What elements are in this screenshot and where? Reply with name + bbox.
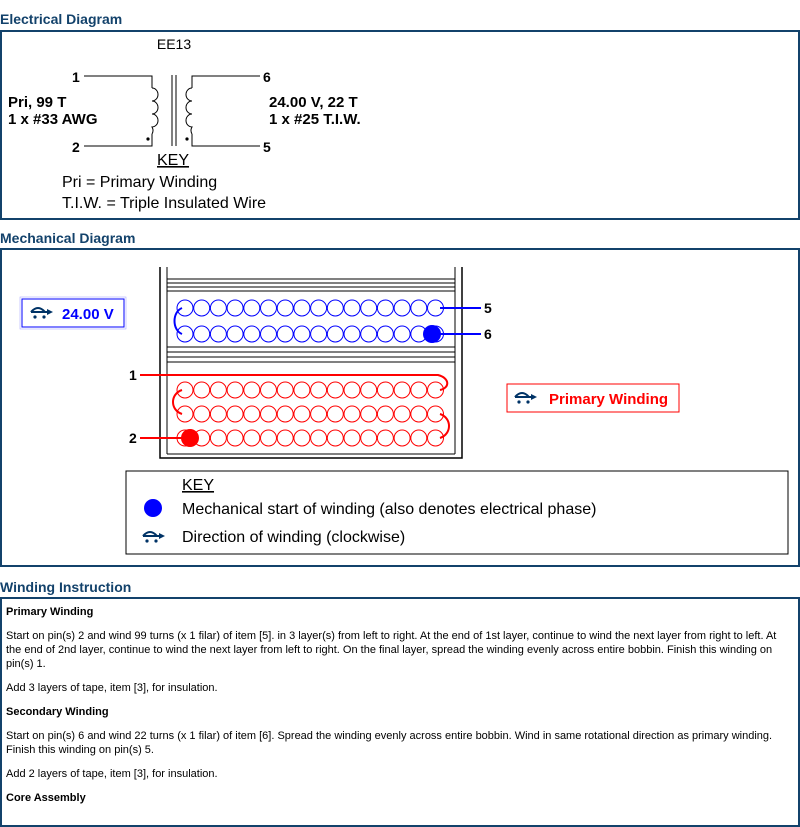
secondary-winding-turns	[177, 300, 444, 342]
mech-pin5-label: 5	[484, 300, 492, 316]
secondary-bottom-lead	[192, 134, 260, 146]
winding-turn	[194, 300, 210, 316]
winding-turn	[210, 406, 226, 422]
mechanical-section-title: Mechanical Diagram	[0, 230, 136, 246]
mech-pin2-label: 2	[129, 430, 137, 446]
elec-pin5-label: 5	[263, 139, 271, 155]
winding-turn	[344, 382, 360, 398]
start-dot-icon	[144, 499, 162, 517]
winding-turn	[244, 326, 260, 342]
electrical-key-title: KEY	[157, 152, 190, 169]
winding-turn	[294, 430, 310, 446]
secondary-callout	[20, 297, 126, 329]
tape-instruction-2: Add 2 layers of tape, item [3], for insulation.	[6, 768, 218, 780]
winding-turn	[261, 382, 277, 398]
winding-turn	[177, 326, 193, 342]
electrical-key-line1: Pri = Primary Winding	[62, 174, 218, 191]
winding-turn	[210, 300, 226, 316]
winding-turn	[361, 326, 377, 342]
winding-turn	[311, 326, 327, 342]
winding-turn	[377, 326, 393, 342]
secondary-coil	[186, 88, 192, 134]
winding-turn	[261, 300, 277, 316]
primary-turns-label: Pri, 99 T	[8, 94, 67, 111]
winding-turn	[210, 382, 226, 398]
winding-turn	[210, 430, 226, 446]
primary-top-lead	[84, 76, 152, 88]
primary-phase-dot	[146, 137, 149, 140]
primary-winding-turns	[177, 382, 444, 446]
tape-instruction-1: Add 3 layers of tape, item [3], for insulation.	[6, 682, 218, 694]
winding-turn	[394, 406, 410, 422]
primary-bottom-lead	[84, 134, 152, 146]
elec-pin1-label: 1	[72, 69, 80, 85]
winding-turn	[294, 382, 310, 398]
winding-turn	[311, 382, 327, 398]
primary-coil	[152, 88, 158, 134]
winding-turn	[194, 406, 210, 422]
winding-turn	[261, 430, 277, 446]
primary-winding-text: Start on pin(s) 2 and wind 99 turns (x 1 filar) of item [5]. in 3 layer(s) from left to right. At the end of 1st layer, continue to wind the next layer from right to left. At the end of 2nd layer, continue to wind the next layer from left to right. On the final layer, spread the winding evenly across entire bobbin. Finish this winding on pin(s) 1.	[6, 630, 777, 670]
winding-turn	[227, 382, 243, 398]
winding-turn	[361, 300, 377, 316]
key-direction-text: Direction of winding (clockwise)	[182, 529, 406, 546]
winding-turn	[377, 430, 393, 446]
winding-turn	[411, 406, 427, 422]
key-start-text: Mechanical start of winding (also denotes electrical phase)	[182, 501, 597, 518]
secondary-voltage-label: 24.00 V, 22 T	[269, 94, 358, 111]
winding-turn	[361, 430, 377, 446]
secondary-wire-label: 1 x #25 T.I.W.	[269, 111, 361, 128]
winding-turn	[411, 382, 427, 398]
secondary-winding-text: Start on pin(s) 6 and wind 22 turns (x 1 filar) of item [6]. Spread the winding evenly across entire bobbin. Wind in same rotational direction as primary winding. Finish this winding on pin(s) 5.	[6, 730, 773, 756]
secondary-winding-heading: Secondary Winding	[6, 706, 109, 718]
bobbin-diagram	[2, 250, 798, 565]
winding-turn	[261, 406, 277, 422]
electrical-diagram-panel	[0, 30, 800, 220]
winding-turn	[344, 430, 360, 446]
winding-turn	[361, 382, 377, 398]
winding-turn	[210, 326, 226, 342]
winding-turn	[327, 430, 343, 446]
mechanical-diagram-panel	[0, 248, 800, 567]
winding-turn	[344, 406, 360, 422]
winding-turn	[377, 406, 393, 422]
winding-turn	[277, 430, 293, 446]
winding-turn	[244, 406, 260, 422]
mech-pin1-label: 1	[129, 367, 137, 383]
elec-pin6-label: 6	[263, 69, 271, 85]
core-label: EE13	[156, 36, 192, 52]
primary-winding-heading: Primary Winding	[6, 606, 94, 618]
winding-turn	[394, 326, 410, 342]
winding-turn	[244, 430, 260, 446]
winding-turn	[311, 300, 327, 316]
winding-turn	[244, 300, 260, 316]
secondary-voltage-callout: 24.00 V	[62, 306, 114, 323]
winding-turn	[277, 382, 293, 398]
winding-turn	[394, 300, 410, 316]
winding-turn	[327, 406, 343, 422]
winding-turn	[177, 382, 193, 398]
primary-start-dot	[181, 429, 199, 447]
winding-turn	[344, 300, 360, 316]
winding-turn	[294, 300, 310, 316]
winding-turn	[227, 326, 243, 342]
winding-turn	[411, 300, 427, 316]
winding-instruction-panel	[0, 597, 800, 827]
mech-pin6-label: 6	[484, 326, 492, 342]
winding-turn	[227, 430, 243, 446]
winding-turn	[294, 406, 310, 422]
electrical-key-line2: T.I.W. = Triple Insulated Wire	[62, 195, 267, 212]
primary-winding-callout: Primary Winding	[549, 391, 669, 408]
secondary-phase-dot	[185, 137, 188, 140]
winding-turn	[177, 406, 193, 422]
winding-turn	[344, 326, 360, 342]
secondary-start-dot	[423, 325, 441, 343]
secondary-top-lead	[192, 76, 260, 88]
winding-turn	[244, 382, 260, 398]
mechanical-key	[126, 471, 788, 554]
winding-turn	[311, 430, 327, 446]
primary-wire-label: 1 x #33 AWG	[8, 111, 98, 128]
winding-turn	[294, 326, 310, 342]
winding-turn	[311, 406, 327, 422]
winding-turn	[394, 430, 410, 446]
winding-turn	[277, 406, 293, 422]
transformer-schematic	[2, 32, 798, 218]
winding-turn	[194, 382, 210, 398]
winding-section-title: Winding Instruction	[0, 579, 132, 595]
winding-turn	[277, 326, 293, 342]
winding-turn	[327, 300, 343, 316]
winding-turn	[277, 300, 293, 316]
winding-turn	[227, 406, 243, 422]
winding-turn	[227, 300, 243, 316]
mechanical-key-title: KEY	[182, 477, 215, 494]
elec-pin2-label: 2	[72, 139, 80, 155]
winding-turn	[361, 406, 377, 422]
winding-turn	[177, 300, 193, 316]
electrical-section-title: Electrical Diagram	[0, 11, 123, 27]
middle-tape-layers	[167, 347, 455, 362]
winding-turn	[377, 300, 393, 316]
winding-turn	[194, 326, 210, 342]
winding-turn	[394, 382, 410, 398]
winding-turn	[377, 382, 393, 398]
winding-turn	[261, 326, 277, 342]
winding-turn	[411, 430, 427, 446]
winding-turn	[327, 382, 343, 398]
primary-callout	[507, 384, 679, 412]
top-tape-layers	[167, 279, 455, 291]
core-assembly-heading: Core Assembly	[6, 792, 86, 804]
winding-turn	[327, 326, 343, 342]
